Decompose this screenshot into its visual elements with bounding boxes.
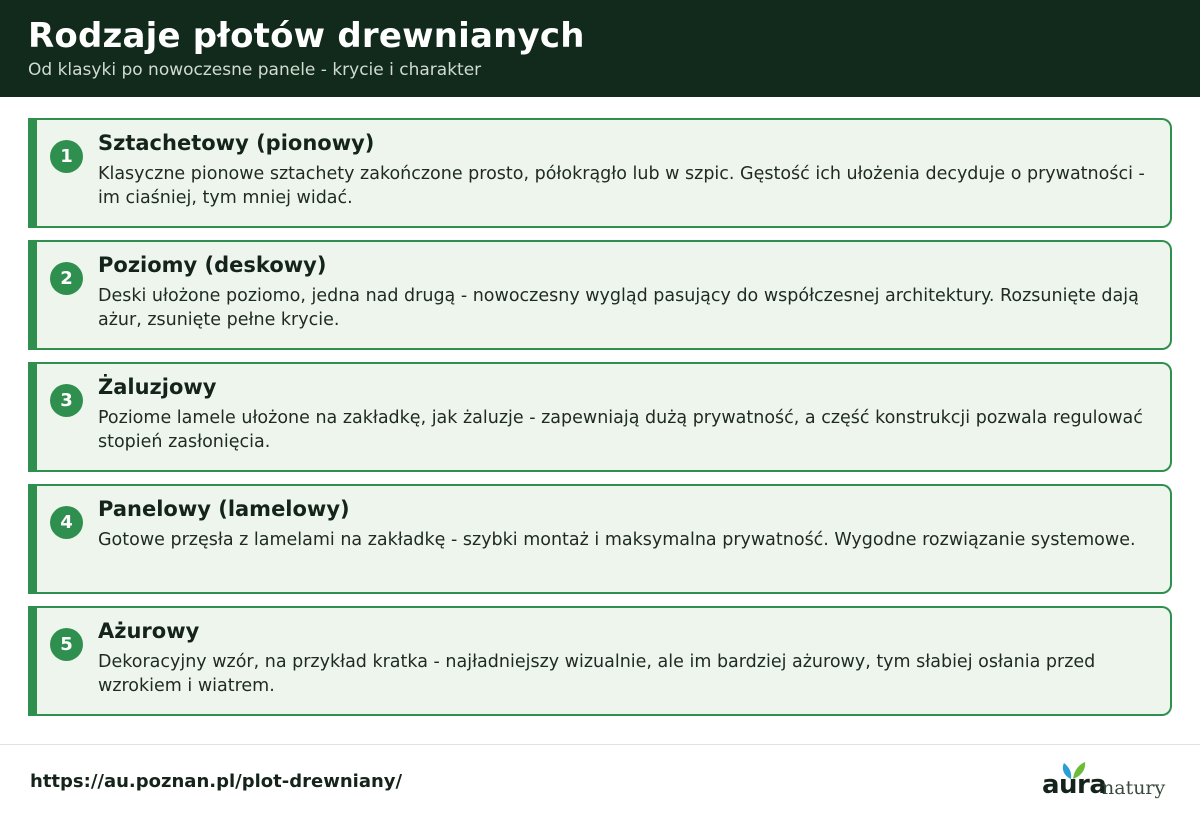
fence-type-description: Dekoracyjny wzór, na przykład kratka - najładniejszy wizualnie, ale im bardziej ażurowy, tym słabiej osłania przed wzrokiem i wiatrem. bbox=[98, 652, 1096, 696]
footer-divider bbox=[0, 744, 1200, 745]
fence-type-description: Klasyczne pionowe sztachety zakończone prosto, półokrągło lub w szpic. Gęstość ich ułożenia decyduje o prywatności - im ciaśniej, tym mniej widać. bbox=[98, 164, 1145, 208]
number-badge: 1 bbox=[50, 140, 83, 173]
number-badge: 4 bbox=[50, 506, 83, 539]
page-title: Rodzaje płotów drewnianych bbox=[28, 16, 585, 56]
number-badge: 5 bbox=[50, 628, 83, 661]
fence-type-name: Panelowy (lamelowy) bbox=[98, 497, 350, 521]
fence-type-name: Sztachetowy (pionowy) bbox=[98, 131, 375, 155]
fence-type-name: Ażurowy bbox=[98, 619, 200, 643]
page-header bbox=[0, 0, 1200, 97]
fence-type-name: Żaluzjowy bbox=[98, 375, 217, 399]
fence-type-description: Deski ułożone poziomo, jedna nad drugą - nowoczesny wygląd pasujący do współczesnej architektury. Rozsunięte dają ażur, zsunięte pełne krycie. bbox=[98, 286, 1139, 330]
fence-type-description: Gotowe przęsła z lamelami na zakładkę - szybki montaż i maksymalna prywatność. Wygodne rozwiązanie systemowe. bbox=[98, 530, 1136, 550]
page-subtitle: Od klasyki po nowoczesne panele - krycie i charakter bbox=[28, 60, 482, 80]
fence-type-card bbox=[28, 240, 1172, 350]
logo-text-main: aura bbox=[1042, 770, 1107, 800]
logo-text-secondary: natury bbox=[1102, 777, 1166, 799]
fence-type-list bbox=[28, 118, 1172, 728]
fence-type-name: Poziomy (deskowy) bbox=[98, 253, 327, 277]
fence-type-card bbox=[28, 118, 1172, 228]
number-badge: 3 bbox=[50, 384, 83, 417]
fence-type-card bbox=[28, 606, 1172, 716]
brand-logo[interactable] bbox=[1040, 760, 1175, 804]
fence-type-card bbox=[28, 484, 1172, 594]
source-url-link[interactable]: https://au.poznan.pl/plot-drewniany/ bbox=[30, 771, 403, 792]
fence-type-description: Poziome lamele ułożone na zakładkę, jak żaluzje - zapewniają dużą prywatność, a część konstrukcji pozwala regulować stopień zasłonięcia. bbox=[98, 408, 1143, 452]
number-badge: 2 bbox=[50, 262, 83, 295]
fence-type-card bbox=[28, 362, 1172, 472]
